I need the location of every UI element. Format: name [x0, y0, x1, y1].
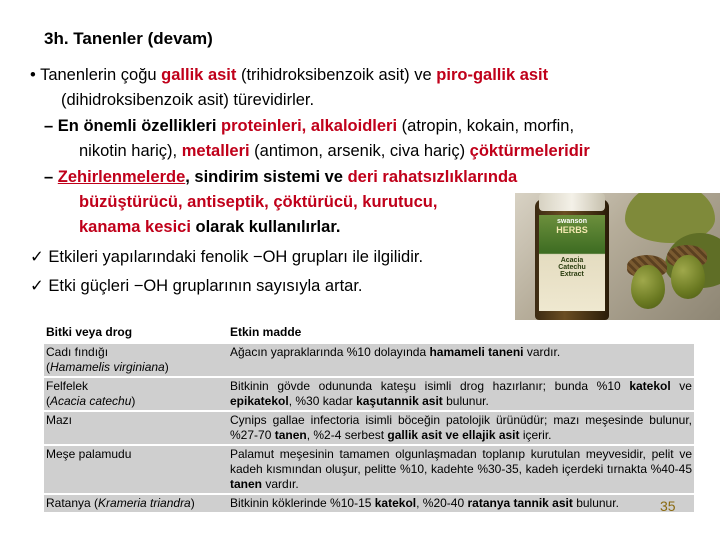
text: Bitkinin gövde odununda kateşu isimli drog hazırlanır; bunda %10	[230, 379, 630, 393]
text: Ağacın yapraklarında %10 dolayında	[230, 345, 430, 359]
text: vardır.	[262, 477, 299, 491]
check-icon: ✓	[30, 277, 44, 295]
dash-icon: –	[44, 117, 54, 135]
plant-name: Meşe palamudu	[46, 447, 132, 461]
header-active: Etkin madde	[228, 323, 694, 343]
plant-name: Ratanya (	[46, 496, 99, 510]
active-cell	[228, 377, 694, 411]
text: Etkileri yapılarındaki fenolik −OH grupları ile ilgilidir.	[48, 248, 424, 266]
bold-term: hamameli taneni	[429, 345, 524, 359]
bold-term: ratanya tannik asit	[467, 496, 573, 510]
check-item-2	[30, 276, 363, 296]
page-number: 35	[660, 498, 676, 514]
plant-name: Mazı	[46, 413, 73, 427]
table-row	[44, 343, 694, 377]
latin-name: Hamamelis virginiana	[50, 360, 165, 374]
text: )	[190, 496, 195, 510]
text: olarak kullanılırlar.	[190, 218, 341, 236]
table-row	[44, 494, 694, 512]
slide-title: 3h. Tanenler (devam)	[44, 29, 213, 48]
brand-text: swanson	[557, 218, 587, 225]
sub-bullet-2-continued: büzüştürücü, antiseptik, çöktürücü, kurutucu,	[79, 193, 438, 211]
bold-term: katekol	[629, 379, 671, 393]
latin-name: Acacia catechu	[50, 394, 132, 408]
text: Etki güçleri −OH gruplarının sayısıyla artar.	[48, 277, 363, 295]
highlight-term: piro-gallik asit	[436, 66, 549, 84]
text: (	[46, 394, 50, 408]
highlight-term: çöktürmeleridir	[469, 142, 590, 160]
text: )	[164, 360, 169, 374]
bold-term: epikatekol	[230, 394, 289, 408]
header-plant: Bitki veya drog	[44, 323, 228, 343]
bottle-label	[539, 215, 605, 311]
text: bulunur.	[442, 394, 489, 408]
latin-name: Krameria triandra	[98, 496, 191, 510]
highlight-term: Zehirlenmelerde	[57, 168, 186, 186]
text: vardır.	[523, 345, 561, 359]
plant-name: Felfelek	[46, 379, 89, 393]
plant-name: Cadı fındığı	[46, 345, 109, 359]
tannin-table	[44, 323, 694, 512]
text: (	[46, 360, 50, 374]
bold-term: tanen	[274, 428, 307, 442]
text: nikotin hariç),	[79, 142, 182, 160]
bullet-icon: •	[30, 66, 36, 84]
highlight-term: proteinleri, alkaloidleri	[221, 117, 398, 135]
check-icon: ✓	[30, 248, 44, 266]
plant-cell	[44, 343, 228, 377]
text: ve	[670, 379, 692, 393]
label-line: Acacia	[560, 257, 584, 264]
check-item-1	[30, 247, 423, 267]
text: içerir.	[519, 428, 552, 442]
table-header-row	[44, 323, 694, 343]
highlight-term: metalleri	[181, 142, 250, 160]
label-line: Catechu	[558, 264, 586, 271]
table-row	[44, 411, 694, 445]
highlight-term: gallik asit	[161, 66, 237, 84]
active-cell	[228, 445, 694, 494]
text: Cynips gallae infectoria isimli böceğin patolojik ürünüdür; mazı meşesinde bulunur, %27-70	[230, 413, 692, 442]
bullet-1-continued: (dihidroksibenzoik asit) türevidirler.	[61, 91, 315, 109]
bold-term: kaşutannik asit	[356, 394, 443, 408]
bottle-cap	[539, 193, 605, 211]
text: Palamut meşesinin tamamen olgunlaşmadan toplanıp kurutulan meyvesidir, pelit ve kadeh kısmından oluşur, pelitte %10, kadehte %30-35, kadeh içerdeki tırnakta %40-45	[230, 447, 692, 476]
acorn	[671, 255, 705, 299]
acorn	[631, 265, 665, 309]
text: (trihidroksibenzoik asit) ve	[236, 66, 437, 84]
highlight-term: kanama kesici	[79, 218, 191, 236]
text: , %30 kadar	[288, 394, 357, 408]
highlight-term: deri rahatsızlıklarında	[347, 168, 518, 186]
table-row	[44, 377, 694, 411]
plant-cell	[44, 494, 228, 512]
table-row	[44, 445, 694, 494]
plant-cell	[44, 377, 228, 411]
text: (antimon, arsenik, civa hariç)	[249, 142, 470, 160]
text: En önemli özellikleri	[57, 117, 221, 135]
text: , %2-4 serbest	[306, 428, 388, 442]
text: bulunur.	[572, 496, 619, 510]
text: , %20-40	[416, 496, 468, 510]
active-cell	[228, 494, 694, 512]
dash-icon: –	[44, 168, 54, 186]
label-line: Extract	[560, 271, 584, 278]
text: , sindirim sistemi ve	[185, 168, 348, 186]
active-cell	[228, 411, 694, 445]
plant-cell	[44, 445, 228, 494]
active-cell	[228, 343, 694, 377]
text: Tanenlerin çoğu	[40, 66, 162, 84]
bullet-1	[30, 66, 548, 85]
text: (atropin, kokain, morfin,	[397, 117, 575, 135]
acacia-catechu-product-photo	[515, 193, 720, 320]
text: )	[131, 394, 136, 408]
bold-term: tanen	[230, 477, 263, 491]
badge-text: HERBS	[556, 225, 588, 235]
sub-bullet-1	[44, 117, 574, 136]
plant-cell	[44, 411, 228, 445]
text: Bitkinin köklerinde %10-15	[230, 496, 375, 510]
bold-term: katekol	[374, 496, 417, 510]
sub-bullet-2	[44, 168, 517, 187]
sub-bullet-1-continued	[79, 142, 590, 161]
bold-term: gallik asit ve ellajik asit	[387, 428, 520, 442]
sub-bullet-2-continued-2	[79, 218, 340, 237]
